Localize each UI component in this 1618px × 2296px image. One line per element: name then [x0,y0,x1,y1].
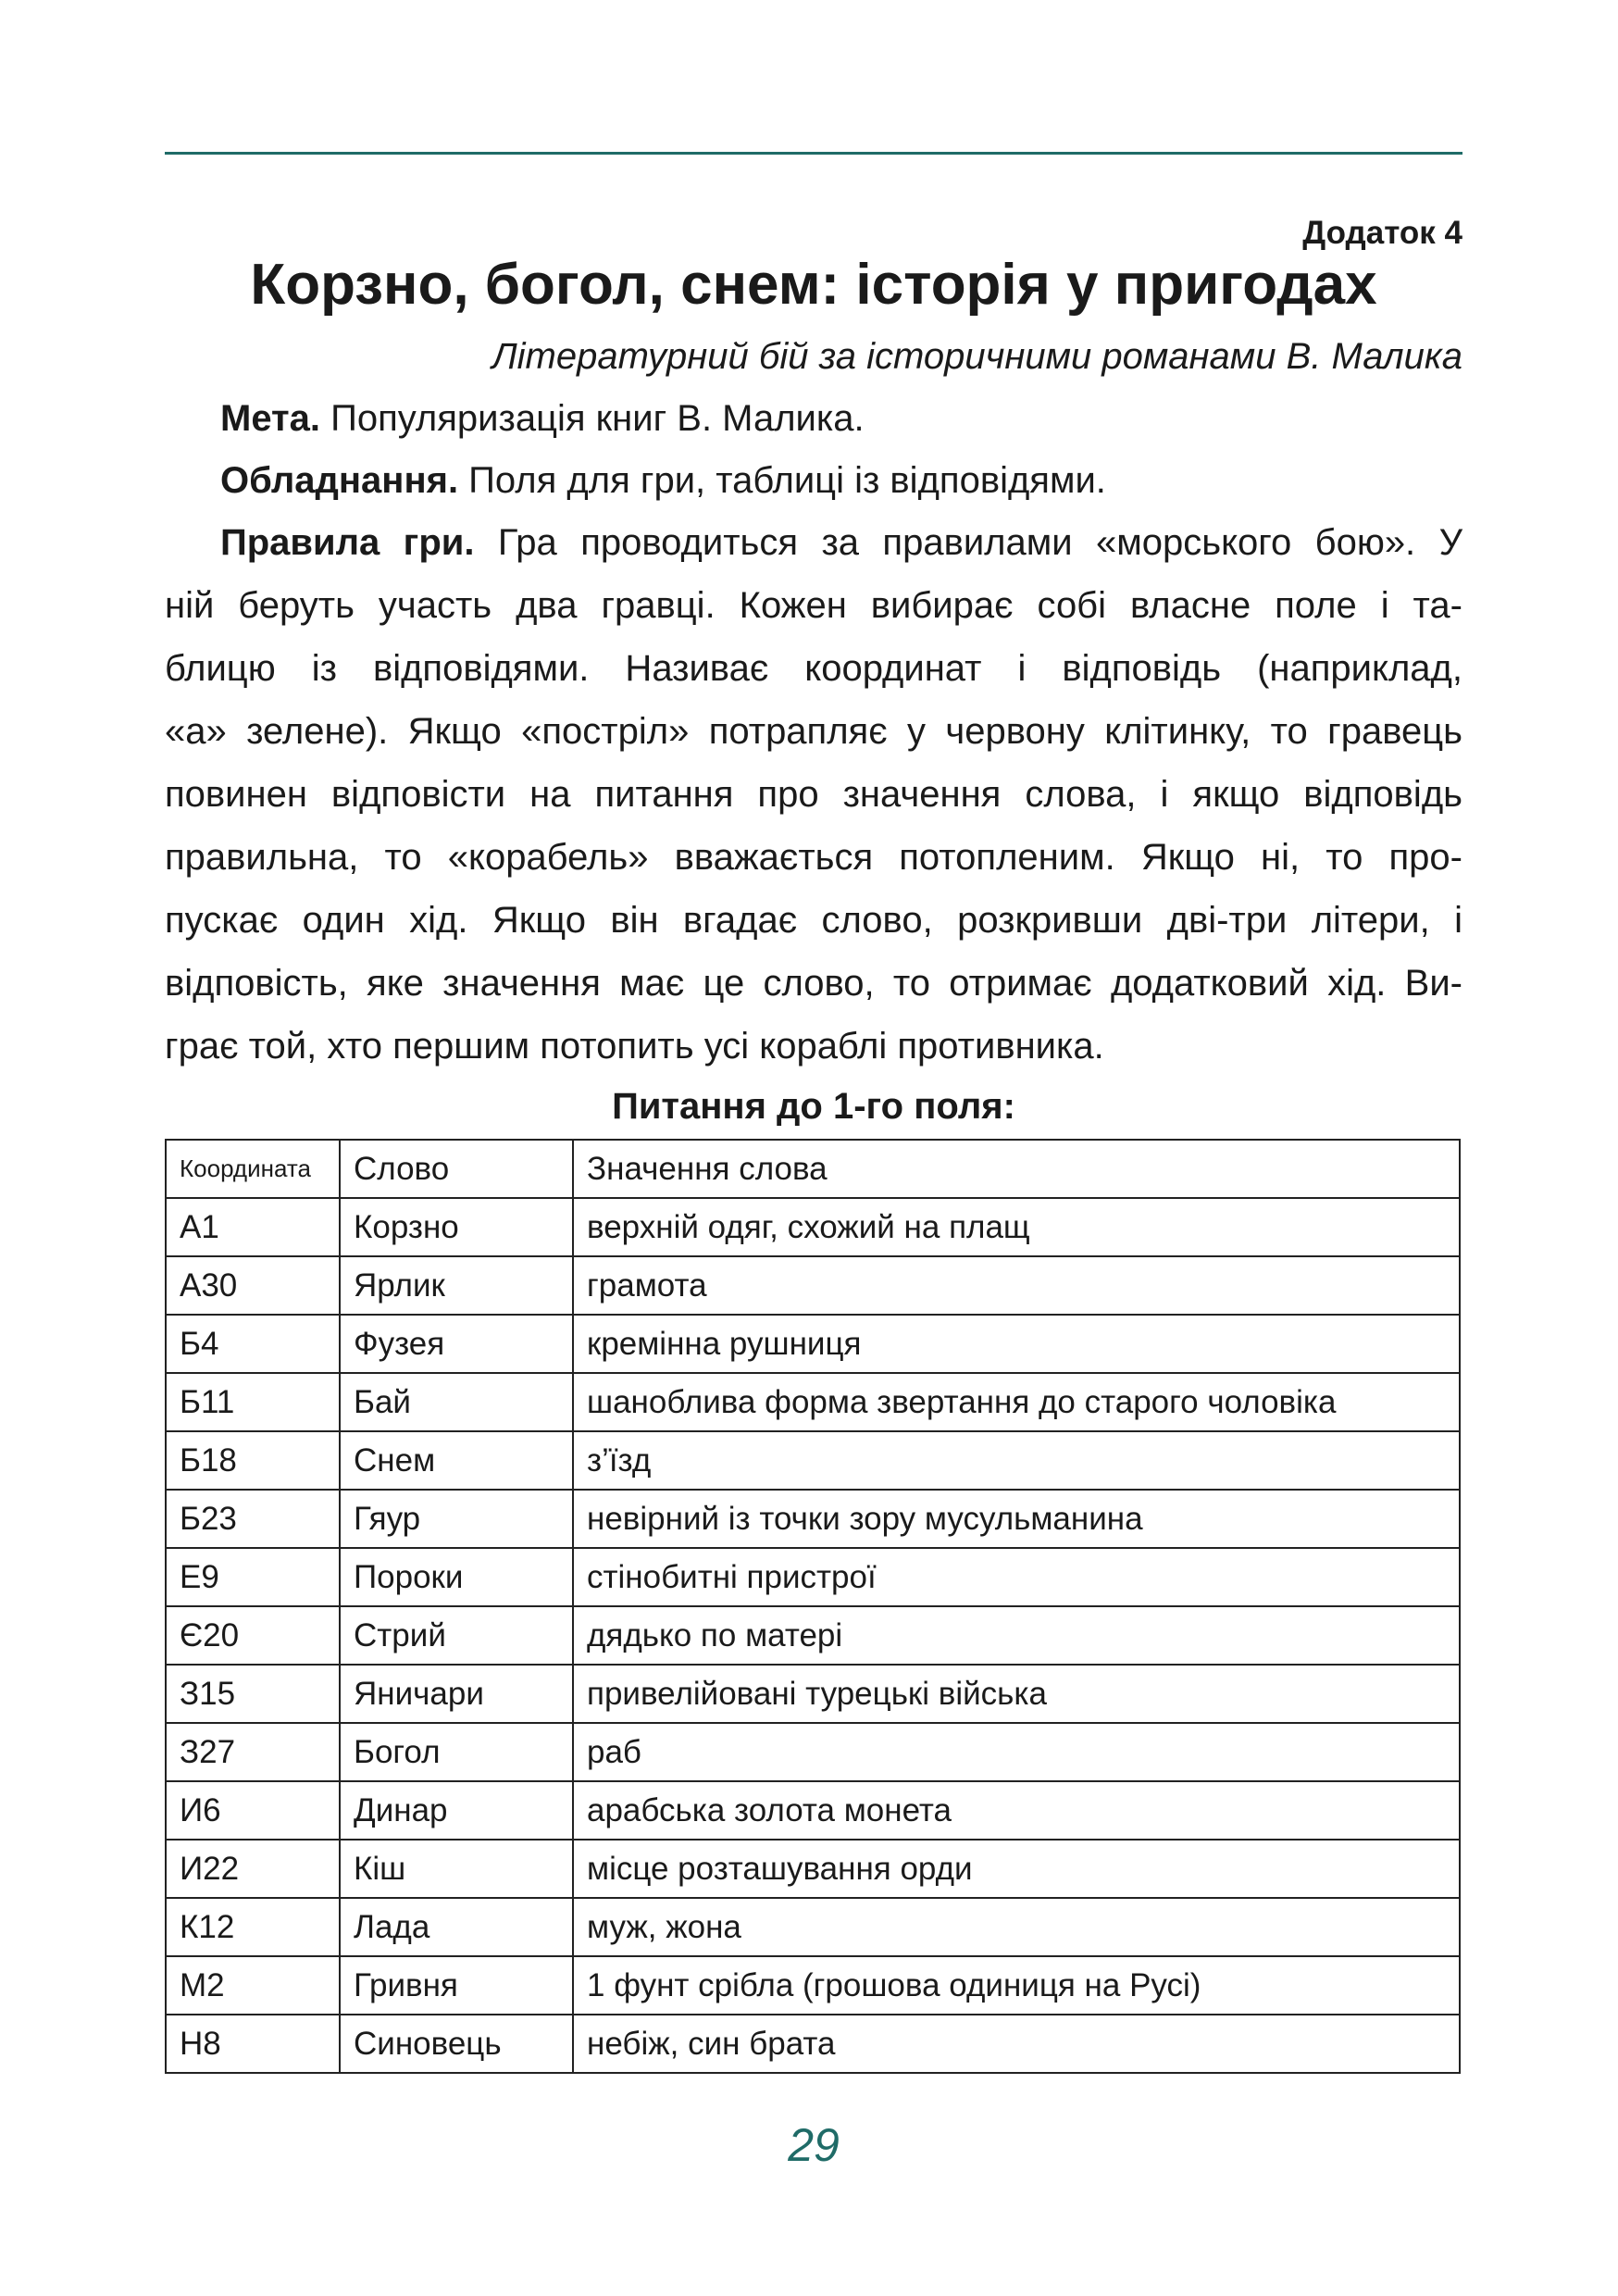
rules-line: Правила гри. Гра проводиться за правилами «морського бою». У [220,522,1462,563]
table-row [166,1548,1460,1606]
cell-meaning: привелійовані турецькі війська [573,1665,1460,1723]
table-caption: Питання до 1-го поля: [612,1086,1015,1127]
cell-meaning: муж, жона [573,1898,1460,1956]
page-number: 29 [788,2119,840,2171]
cell-meaning: кремінна рушниця [573,1315,1460,1373]
table-row [166,2015,1460,2073]
cell-coordinate: З27 [166,1723,340,1781]
rules-label: Правила гри. [220,522,475,563]
rules-line: пускає один хід. Якщо він вгадає слово, розкривши дві-три літери, і [165,900,1462,941]
rules-line: «а» зелене). Якщо «постріл» потрапляє у червону клітинку, то гравець [165,711,1462,752]
cell-coordinate: А30 [166,1256,340,1315]
rules-paragraph [165,511,1462,1078]
header-rule [165,152,1462,155]
table-row [166,1198,1460,1256]
table-row [166,1840,1460,1898]
cell-coordinate: Є20 [166,1606,340,1665]
cell-word: Бай [340,1373,573,1431]
cell-coordinate: А1 [166,1198,340,1256]
table-row [166,1723,1460,1781]
cell-word: Стрий [340,1606,573,1665]
cell-meaning: небіж, син брата [573,2015,1460,2073]
goal-label: Мета. [220,398,320,439]
cell-meaning: раб [573,1723,1460,1781]
table-row [166,1956,1460,2015]
cell-meaning: шаноблива форма звертання до старого чоловіка [573,1373,1460,1431]
cell-word: Динар [340,1781,573,1840]
goal-text: Популяризація книг В. Малика. [320,398,865,439]
rules-line: грає той, хто першим потопить усі кораблі противника. [165,1026,1104,1067]
rules-line: блицю із відповідями. Називає координат і відповідь (наприклад, [165,648,1462,689]
table-row [166,1781,1460,1840]
equipment-label: Обладнання. [220,460,459,501]
cell-meaning: 1 фунт срібла (грошова одиниця на Русі) [573,1956,1460,2015]
cell-word: Синовець [340,2015,573,2073]
cell-coordinate: Б4 [166,1315,340,1373]
cell-coordinate: Б18 [166,1431,340,1490]
cell-word: Лада [340,1898,573,1956]
rules-line: правильна, то «корабель» вважається потопленим. Якщо ні, то про- [165,837,1462,878]
cell-word: Богол [340,1723,573,1781]
equipment-paragraph [165,449,1462,512]
equipment-text: Поля для гри, таблиці із відповідями. [458,460,1106,501]
terms-table [165,1139,1461,2074]
cell-meaning: невірний із точки зору мусульманина [573,1490,1460,1548]
page-title: Корзно, богол, снем: історія у пригодах [250,253,1377,317]
cell-word: Гяур [340,1490,573,1548]
table-row [166,1898,1460,1956]
cell-meaning: з’їзд [573,1431,1460,1490]
cell-meaning: місце розташування орди [573,1840,1460,1898]
cell-coordinate: Е9 [166,1548,340,1606]
cell-coordinate: И6 [166,1781,340,1840]
cell-word: Снем [340,1431,573,1490]
cell-coordinate: Н8 [166,2015,340,2073]
cell-word: Пороки [340,1548,573,1606]
header-cell-coordinate: Координата [166,1140,340,1198]
header-cell-meaning: Значення слова [573,1140,1460,1198]
appendix-label: Додаток 4 [1302,215,1462,251]
table-row [166,1431,1460,1490]
table-row [166,1490,1460,1548]
cell-coordinate: З15 [166,1665,340,1723]
cell-coordinate: И22 [166,1840,340,1898]
header-cell-word: Слово [340,1140,573,1198]
cell-word: Яничари [340,1665,573,1723]
rules-line: відповість, яке значення має це слово, то отримає додатковий хід. Ви- [165,963,1462,1004]
cell-meaning: стінобитні пристрої [573,1548,1460,1606]
rules-line: ній беруть участь два гравці. Кожен вибирає собі власне поле і та- [165,585,1462,626]
table-row [166,1256,1460,1315]
cell-coordinate: Б23 [166,1490,340,1548]
table-row [166,1606,1460,1665]
table-row [166,1665,1460,1723]
cell-meaning: дядько по матері [573,1606,1460,1665]
cell-coordinate: Б11 [166,1373,340,1431]
cell-word: Гривня [340,1956,573,2015]
cell-word: Фузея [340,1315,573,1373]
goal-paragraph [165,387,1462,450]
cell-coordinate: М2 [166,1956,340,2015]
table-row [166,1373,1460,1431]
cell-word: Кіш [340,1840,573,1898]
cell-word: Корзно [340,1198,573,1256]
rules-line: повинен відповісти на питання про значення слова, і якщо відповідь [165,774,1462,815]
table-header-row [166,1140,1460,1198]
cell-meaning: грамота [573,1256,1460,1315]
table-row [166,1315,1460,1373]
cell-meaning: верхній одяг, схожий на плащ [573,1198,1460,1256]
page-subtitle: Літературний бій за історичними романами В. Малика [492,336,1462,377]
cell-meaning: арабська золота монета [573,1781,1460,1840]
cell-word: Ярлик [340,1256,573,1315]
cell-coordinate: К12 [166,1898,340,1956]
